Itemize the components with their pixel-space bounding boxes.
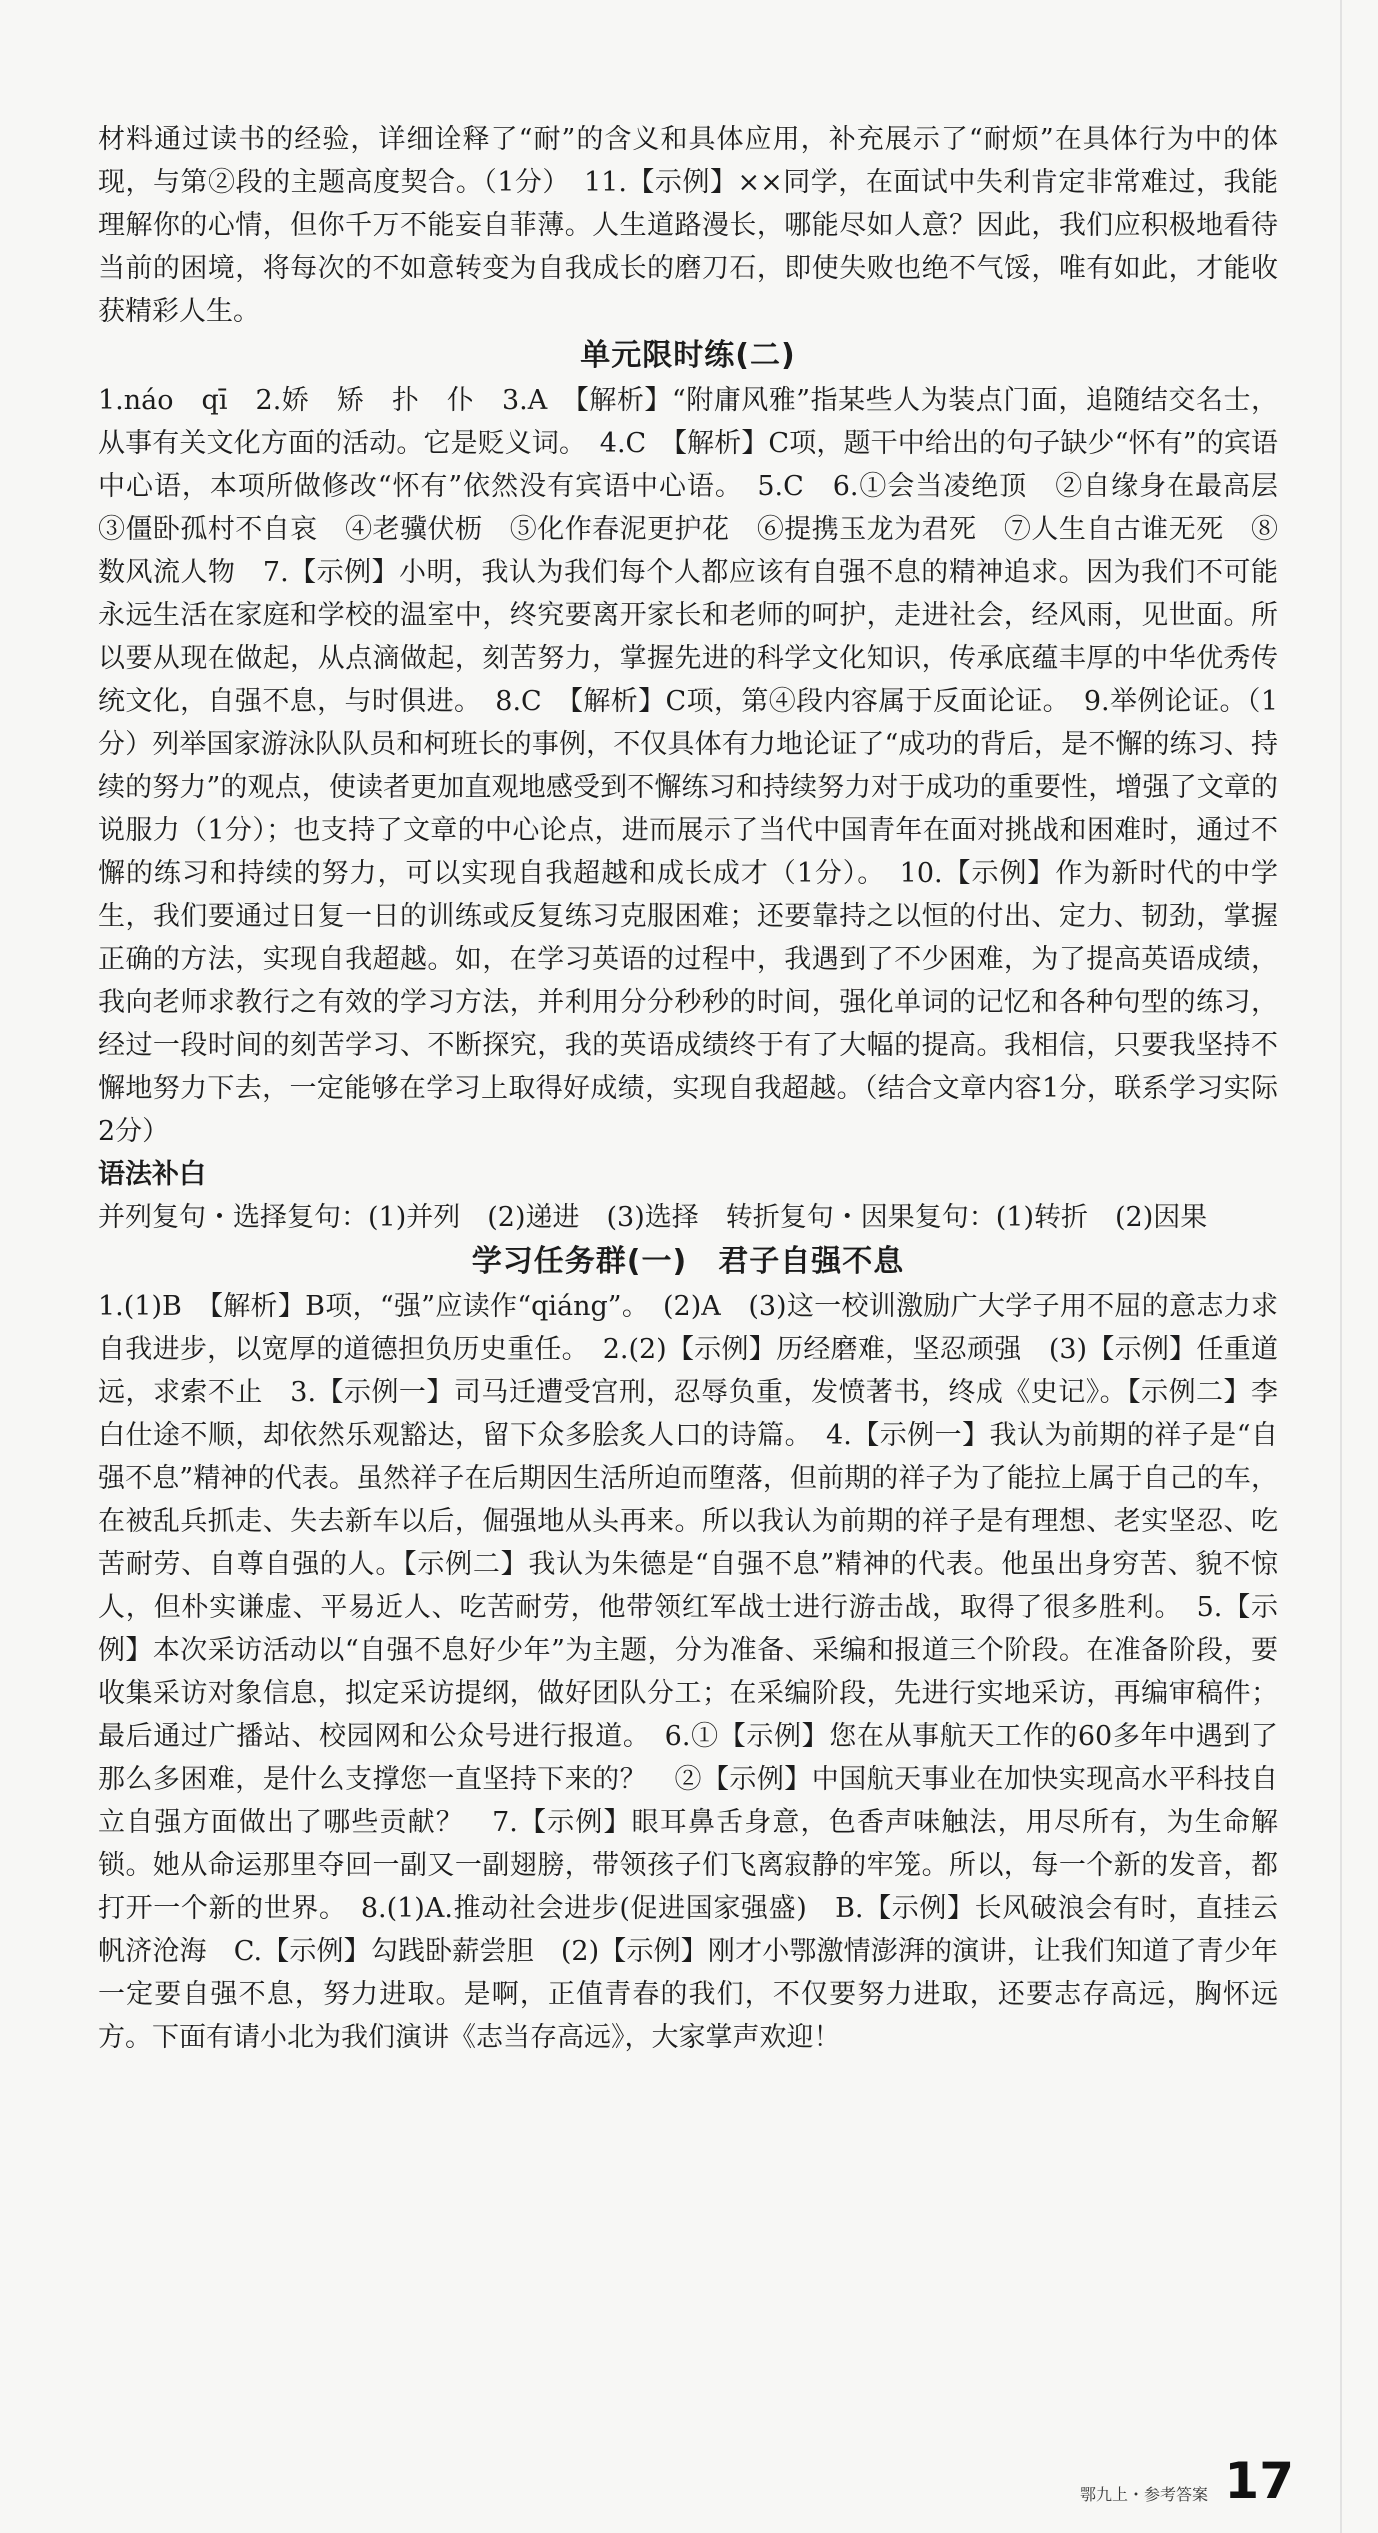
page-content bbox=[98, 118, 1305, 2059]
grammar-supplement-title: 语法补白 bbox=[98, 1159, 206, 1190]
unit-test-answers: 1.náo qī 2.娇 矫 扑 仆 3.A 【解析】“附庸风雅”指某些人为装点门面，追随结交名士，从事有关文化方面的活动。它是贬义词。 4.C 【解析】C项，题干中给出的句子缺少“怀有”的宾语中心语，本项所做修改“怀有”依然没有宾语中心语。 5.C 6.①会当凌绝顶 ②自缘身在最高层 ③僵卧孤村不自哀 ④老骥伏枥 ⑤化作春泥更护花 ⑥提携玉龙为君死 ⑦人生自古谁无死 ⑧数风流人物 7.【示例】小明，我认为我们每个人都应该有自强不息的精神追求。因为我们不可能永远生活在家庭和学校的温室中，终究要离开家长和老师的呵护，走进社会，经风雨，见世面。所以要从现在做起，从点滴做起，刻苦努力，掌握先进的科学文化知识，传承底蕴丰厚的中华优秀传统文化，自强不息，与时俱进。 8.C 【解析】C项，第④段内容属于反面论证。 9.举例论证。（1分）列举国家游泳队队员和柯班长的事例，不仅具体有力地论证了“成功的背后，是不懈的练习、持续的努力”的观点，使读者更加直观地感受到不懈练习和持续努力对于成功的重要性，增强了文章的说服力（1分）；也支持了文章的中心论点，进而展示了当代中国青年在面对挑战和困难时，通过不懈的练习和持续的努力，可以实现自我超越和成长成才（1分）。 10.【示例】作为新时代的中学生，我们要通过日复一日的训练或反复练习克服困难；还要靠持之以恒的付出、定力、韧劲，掌握正确的方法，实现自我超越。如，在学习英语的过程中，我遇到了不少困难，为了提高英语成绩，我向老师求教行之有效的学习方法，并利用分分秒秒的时间，强化单词的记忆和各种句型的练习，经过一段时间的刻苦学习、不断探究，我的英语成绩终于有了大幅的提高。我相信，只要我坚持不懈地努力下去，一定能够在学习上取得好成绩，实现自我超越。（结合文章内容1分，联系学习实际2分） bbox=[98, 385, 1305, 1147]
section-title-learning-task: 学习任务群(一) 君子自强不息 bbox=[471, 1244, 905, 1279]
footer-label: 鄂九上・参考答案 bbox=[1079, 2485, 1208, 2504]
section-title-unit-test: 单元限时练(二) bbox=[580, 338, 796, 373]
grammar-supplement-answers: 并列复句・选择复句：(1)并列 (2)递进 (3)选择 转折复句・因果复句：(1)转折 (2)因果 bbox=[98, 1202, 1208, 1233]
learning-task-answers: 1.(1)B 【解析】B项，“强”应读作“qiáng”。 (2)A (3)这一校训激励广大学子用不屈的意志力求自我进步，以宽厚的道德担负历史重任。 2.(2)【示例】历经磨难，坚忍顽强 (3)【示例】任重道远，求索不止 3.【示例一】司马迁遭受宫刑，忍辱负重，发愤著书，终成《史记》。【示例二】李白仕途不顺，却依然乐观豁达，留下众多脍炙人口的诗篇。 4.【示例一】我认为前期的祥子是“自强不息”精神的代表。虽然祥子在后期因生活所迫而堕落，但前期的祥子为了能拉上属于自己的车，在被乱兵抓走、失去新车以后，倔强地从头再来。所以我认为前期的祥子是有理想、老实坚忍、吃苦耐劳、自尊自强的人。【示例二】我认为朱德是“自强不息”精神的代表。他虽出身穷苦、貌不惊人，但朴实谦虚、平易近人、吃苦耐劳，他带领红军战士进行游击战，取得了很多胜利。 5.【示例】本次采访活动以“自强不息好少年”为主题，分为准备、采编和报道三个阶段。在准备阶段，要收集采访对象信息，拟定采访提纲，做好团队分工；在采编阶段，先进行实地采访，再编审稿件；最后通过广播站、校园网和公众号进行报道。 6.①【示例】您在从事航天工作的60多年中遇到了那么多困难，是什么支撑您一直坚持下来的？ ②【示例】中国航天事业在加快实现高水平科技自立自强方面做出了哪些贡献？ 7.【示例】眼耳鼻舌身意，色香声味触法，用尽所有，为生命解锁。她从命运那里夺回一副又一副翅膀，带领孩子们飞离寂静的牢笼。所以，每一个新的发音，都打开一个新的世界。 8.(1)A.推动社会进步(促进国家强盛) B.【示例】长风破浪会有时，直挂云帆济沧海 C.【示例】勾践卧薪尝胆 (2)【示例】刚才小鄂激情澎湃的演讲，让我们知道了青少年一定要自强不息，努力进取。是啊，正值青春的我们，不仅要努力进取，还要志存高远，胸怀远方。下面有请小北为我们演讲《志当存高远》，大家掌声欢迎！ bbox=[98, 1291, 1278, 2053]
carryover-paragraph: 材料通过读书的经验，详细诠释了“耐”的含义和具体应用，补充展示了“耐烦”在具体行为中的体现，与第②段的主题高度契合。（1分） 11.【示例】××同学，在面试中失利肯定非常难过，我能理解你的心情，但你千万不能妄自菲薄。人生道路漫长，哪能尽如人意？因此，我们应积极地看待当前的困境，将每次的不如意转变为自我成长的磨刀石，即使失败也绝不气馁，唯有如此，才能收获精彩人生。 bbox=[98, 124, 1278, 327]
page-number: 17 bbox=[1224, 2452, 1294, 2510]
page-edge-divider bbox=[1340, 0, 1342, 2533]
